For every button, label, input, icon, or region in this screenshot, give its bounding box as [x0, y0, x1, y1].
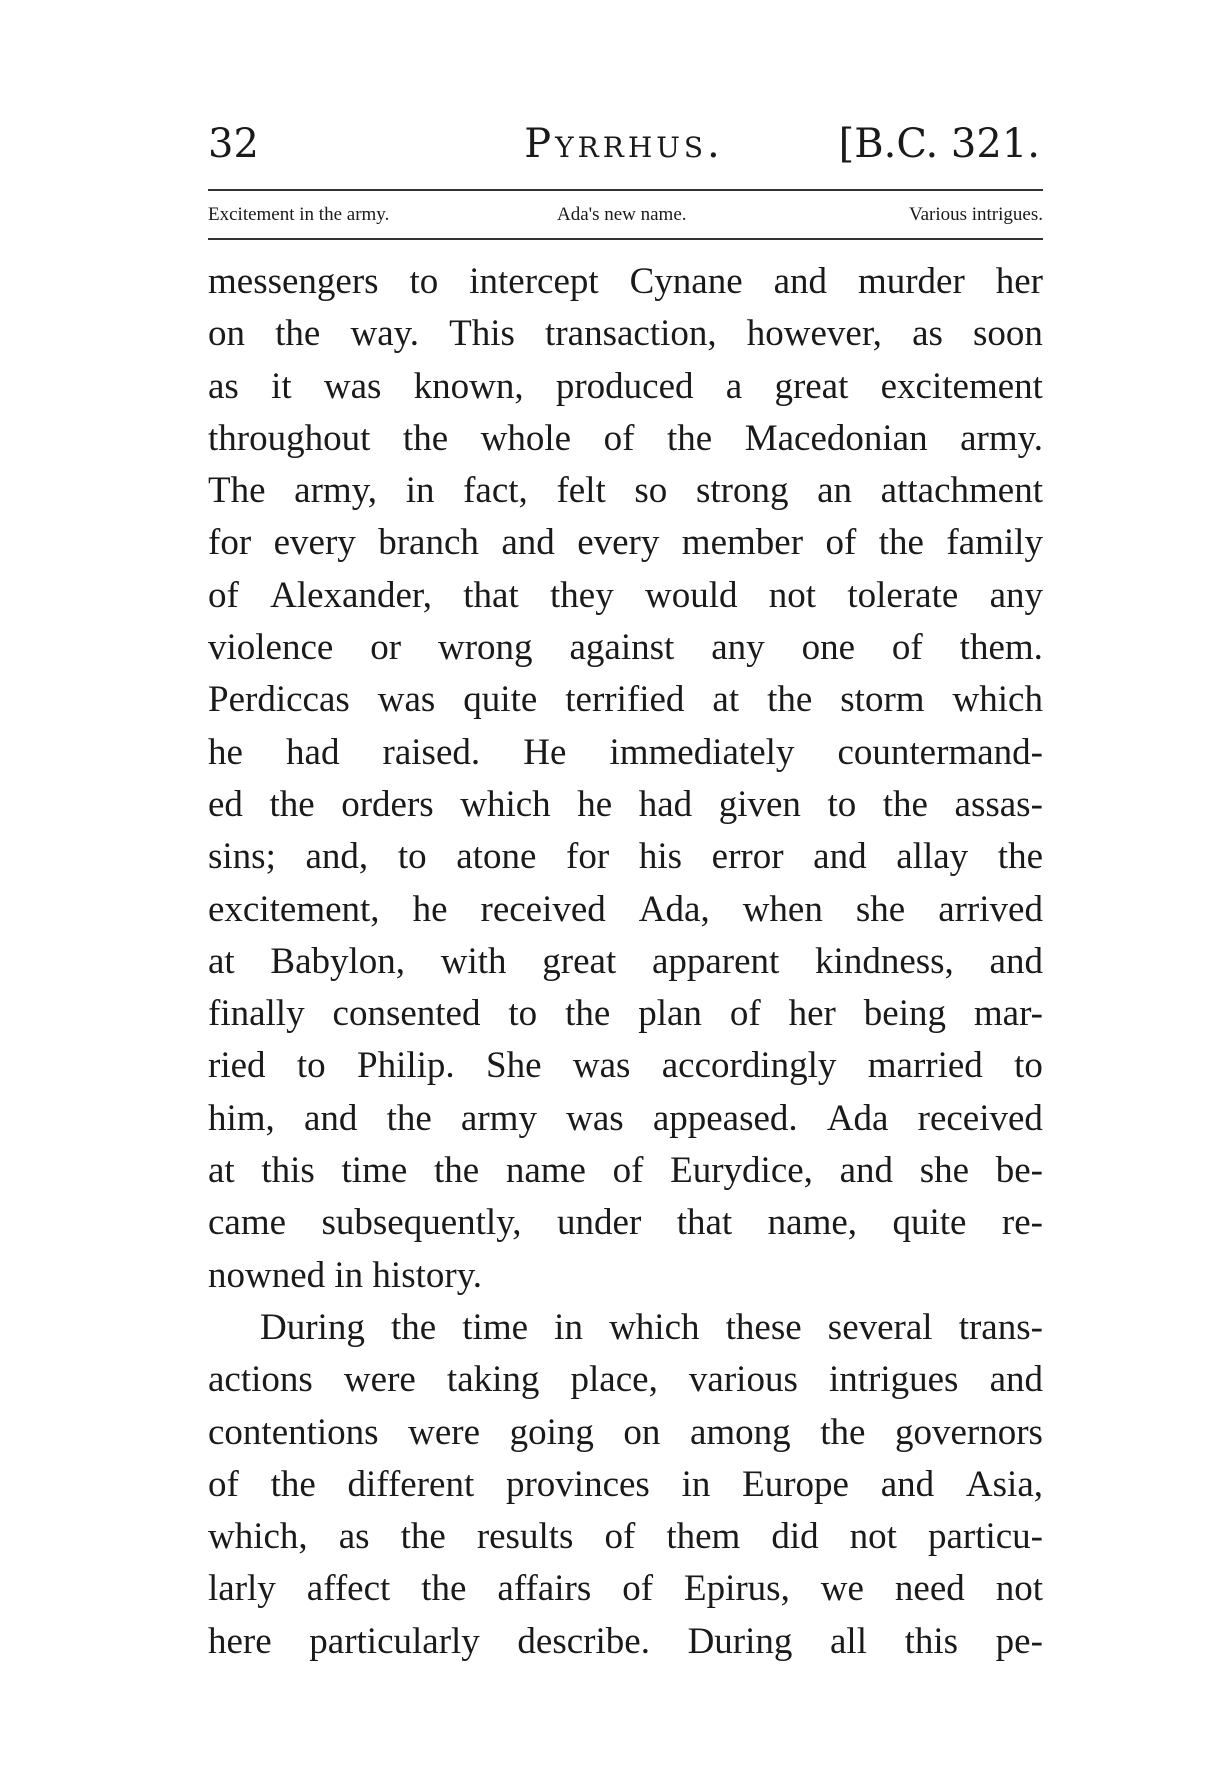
text-line: excitement, he received Ada, when she arrived: [208, 888, 1043, 930]
text-line: he had raised. He immediately countermand-: [208, 731, 1043, 773]
text-line: contentions were going on among the governors: [208, 1411, 1043, 1453]
text-line: sins; and, to atone for his error and allay the: [208, 836, 1043, 878]
text-line: on the way. This transaction, however, as soon: [208, 313, 1043, 355]
text-line: Perdiccas was quite terrified at the storm which: [208, 679, 1043, 721]
page-number: 32: [208, 121, 259, 167]
body-text: [208, 256, 1043, 1668]
text-line: violence or wrong against any one of them.: [208, 627, 1043, 669]
text-line-paragraph-end: nowned in history.: [208, 1254, 483, 1296]
text-line: him, and the army was appeased. Ada received: [208, 1097, 1043, 1139]
text-line: larly affect the affairs of Epirus, we need not: [208, 1568, 1043, 1610]
text-line: of the different provinces in Europe and Asia,: [208, 1463, 1043, 1505]
date-reference: [B.C. 321.: [838, 121, 1040, 167]
text-line: ried to Philip. She was accordingly married to: [208, 1045, 1043, 1087]
header-rule-bottom: [208, 238, 1043, 240]
text-line: as it was known, produced a great excitement: [208, 365, 1043, 407]
text-line: actions were taking place, various intrigues and: [208, 1359, 1043, 1401]
sidenote-middle: Ada's new name.: [557, 204, 687, 225]
text-line: of Alexander, that they would not tolerate any: [208, 574, 1043, 616]
text-line: messengers to intercept Cynane and murder her: [208, 261, 1043, 302]
text-line: finally consented to the plan of her being mar-: [208, 993, 1043, 1035]
text-line: which, as the results of them did not particu-: [208, 1516, 1043, 1558]
text-line: ed the orders which he had given to the assas-: [208, 783, 1043, 825]
running-title: Pyrrhus.: [524, 121, 724, 167]
text-line: came subsequently, under that name, quite re-: [208, 1202, 1043, 1244]
text-line: for every branch and every member of the family: [208, 522, 1043, 564]
marginal-summary-bar: [208, 195, 1043, 235]
page-header: [208, 112, 1040, 176]
text-line: The army, in fact, felt so strong an attachment: [208, 470, 1043, 512]
text-line: at Babylon, with great apparent kindness, and: [208, 940, 1043, 982]
sidenote-right: Various intrigues.: [908, 204, 1043, 225]
sidenote-left: Excitement in the army.: [208, 204, 390, 225]
text-line: throughout the whole of the Macedonian army.: [208, 417, 1043, 459]
text-line-paragraph-start: During the time in which these several trans-: [260, 1306, 1043, 1348]
text-line: here particularly describe. During all this pe-: [208, 1620, 1043, 1662]
text-line: at this time the name of Eurydice, and she be-: [208, 1150, 1043, 1192]
header-rule-top: [208, 189, 1043, 191]
